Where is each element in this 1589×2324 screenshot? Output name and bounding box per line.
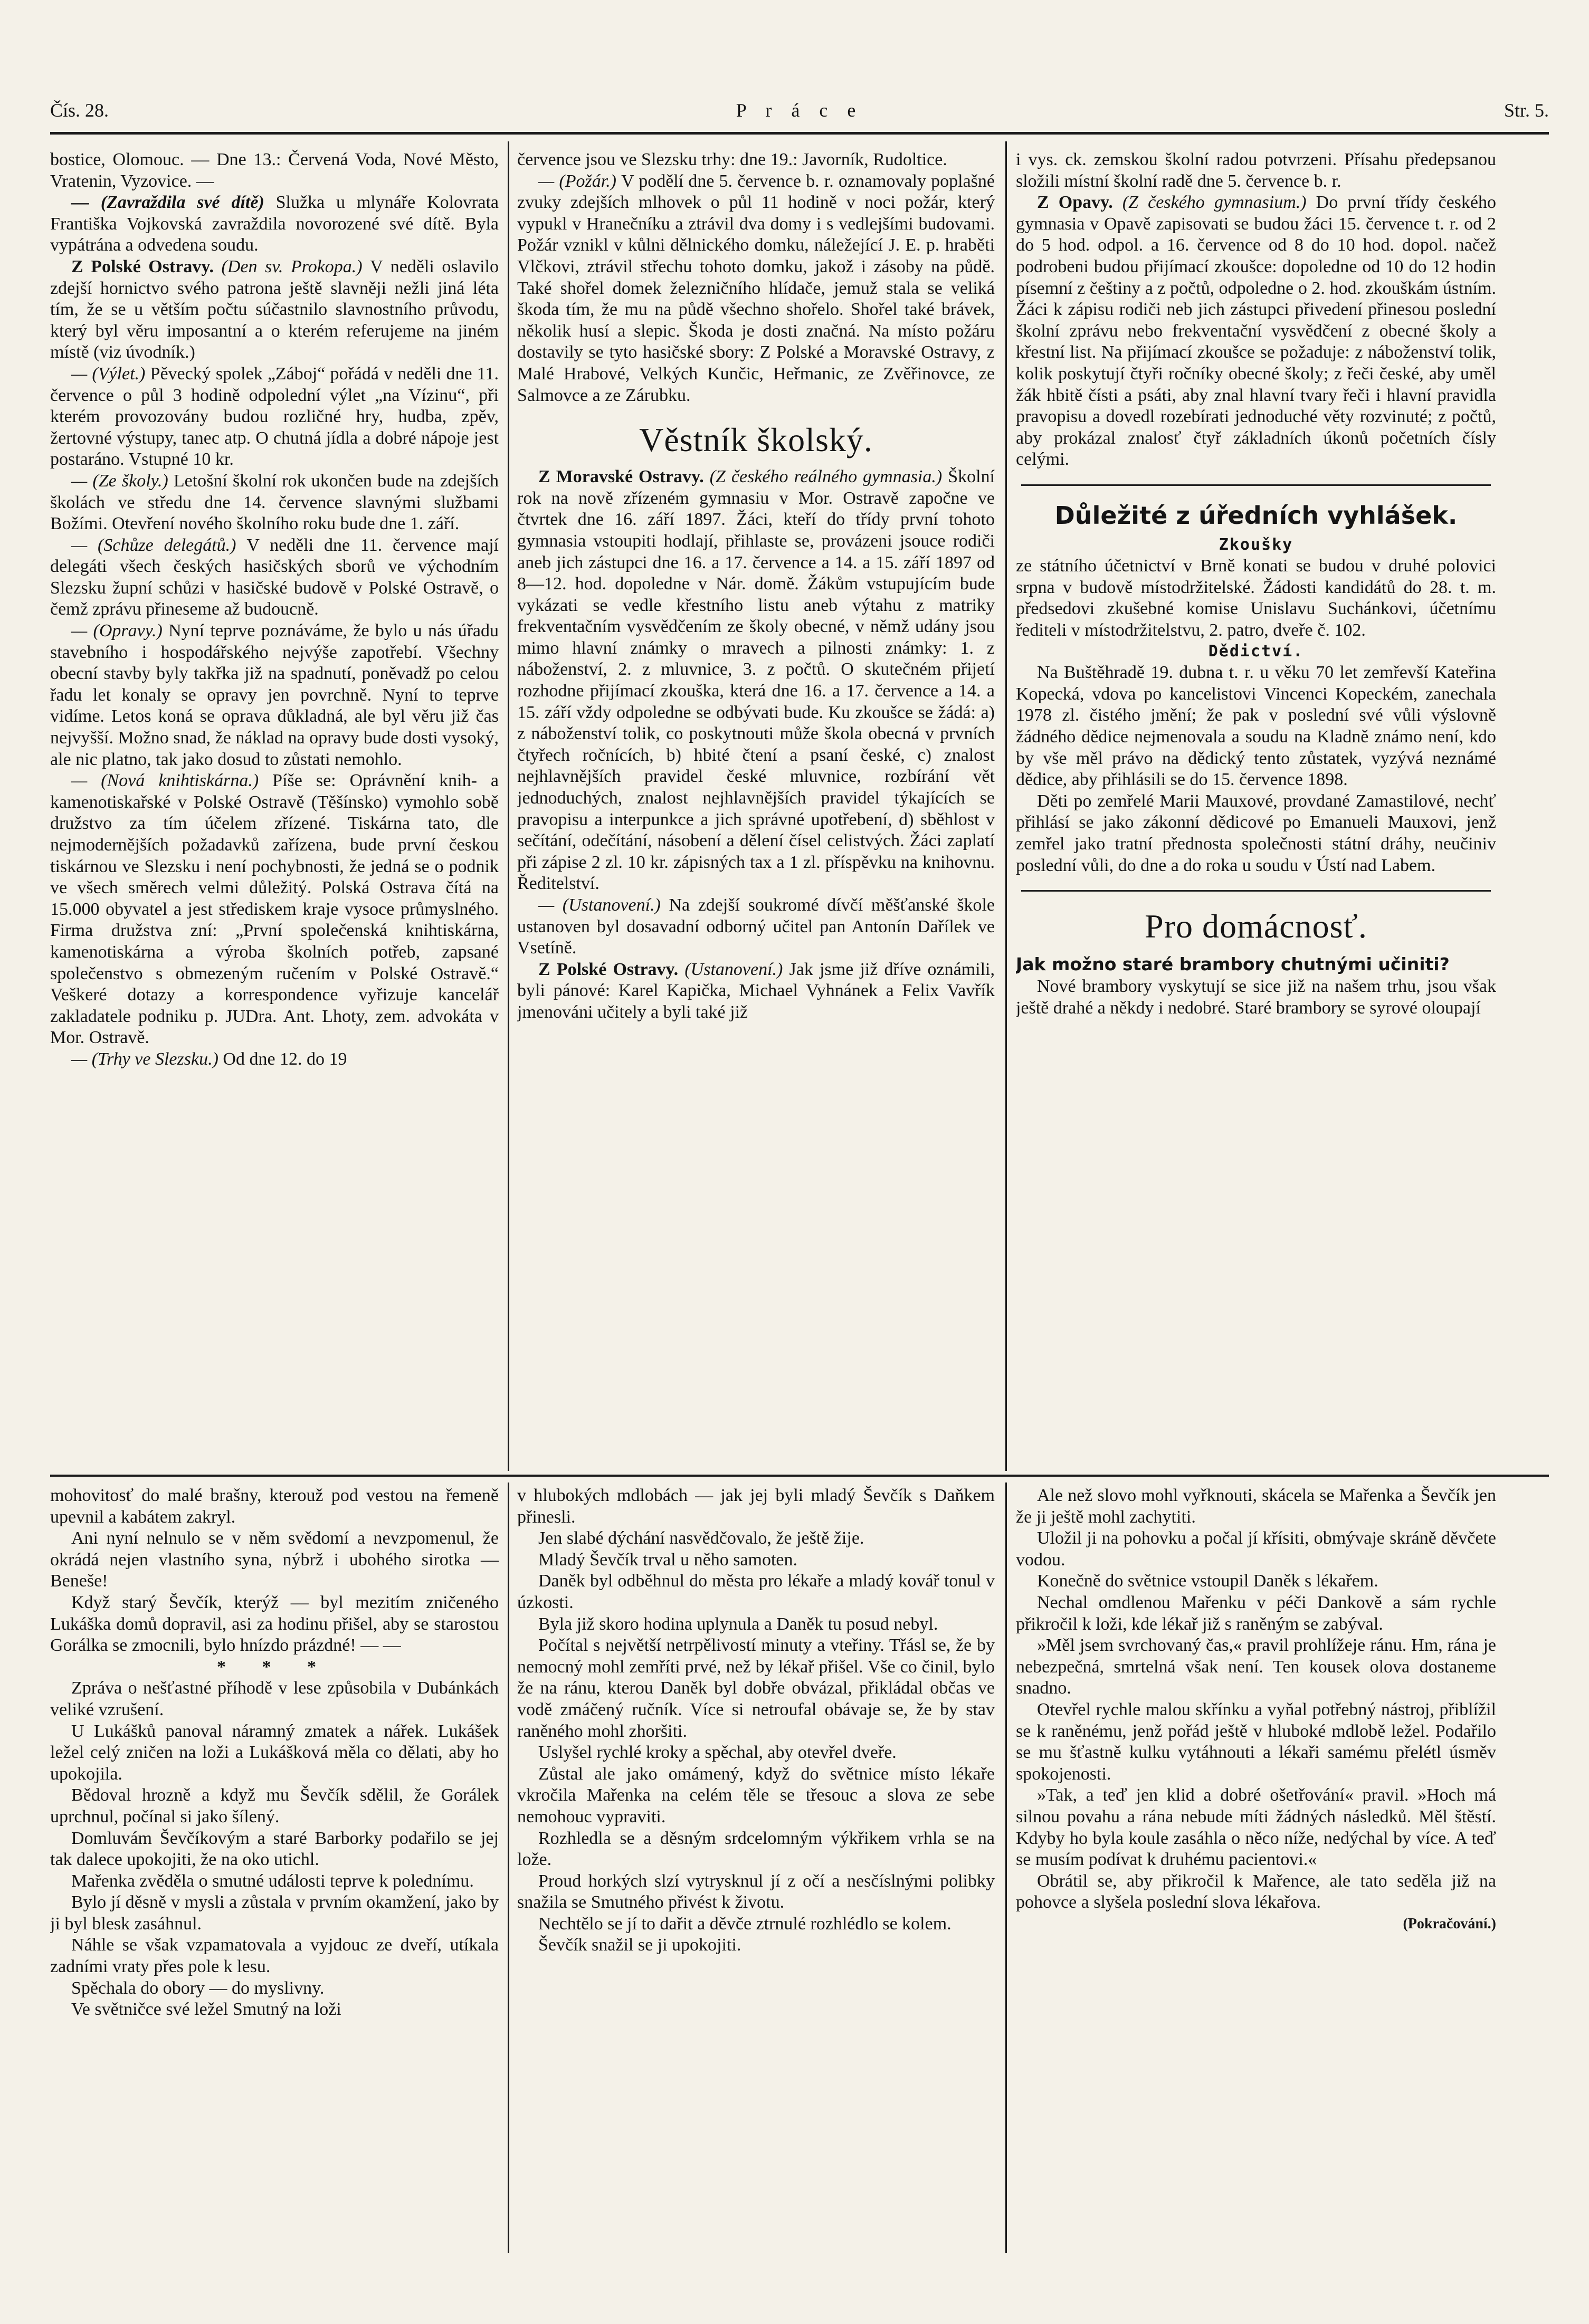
article: — (Nová knihtiskárna.) Píše se: Oprávnění knih- a kamenotiskařské v Polské Ostravě (Těšínsko) vymohlo sobě družstvo za tím účelem zřízené. Tiskárna tato, dle nejmodernějších požadavků zařízena, bude první českou tiskárnou ve Slezsku i není pochybnosti, že jedná se o podnik ve všech směrech velmi důležitý. Polská Ostrava čítá na 15.000 obyvatel a jest střediskem kraje vysoce průmyslného. Firma družstva zní: „První společenská knihtiskárna, kamenotiskárna a výroba školních potřeb, zapsané společenstvo s obmezeným ručením v Polské Ostravě.“ Veškeré dotazy a korrespondence vyřizuje kancelář zakladatele podniku p. JUDra. Ant. Lhoty, zem. advokáta v Mor. Ostravě.: [50, 771, 499, 1048]
story-text: »Měl jsem svrchovaný čas,« pravil prohlížeje ránu. Hm, rána je nebezpečná, smrtelná však není. Ten kousek olova dostaneme snadno.: [1016, 1636, 1496, 1698]
story-text: Konečně do světnice vstoupil Daněk s lékařem.: [1037, 1571, 1378, 1591]
article: — (Požár.) V podělí dne 5. července b. r. oznamovaly poplašné zvuky zdejších mlhovek o půl 11 hodině v noci požár, který vypukl v Hranečníku a ztrávil dva domy i s vedlejšími budovami. Požár vznikl v kůlni dělnického domku, náležející J. E. p. hraběti Vlčkovi, ztrávil střechu tohoto domku, jakož i zásoby na půdě. Také shořel domek železničního hlídače, jemuž stala se veliká škoda tím, že mu na půdě všechno shořelo. Shořel také brávek, několik husí a slepic. Škoda je dosti značná. Na místo požáru dostavily se tyto hasičské sbory: Z Polské a Moravské Ostravy, z Malé Hrabové, Velkých Kunčic, Heřmanic, ze Zvěřinovce, ze Salmovce a ze Zárubku.: [517, 171, 995, 405]
article: — (Zavraždila své dítě) Služka u mlynáře Kolovrata Františka Vojkovská zavraždila novorozené své dítě. Byla vypátrána a odvedena soudu.: [50, 193, 499, 255]
news-column-1: [50, 149, 499, 1468]
story-text: Jen slabé dýchání nasvědčovalo, že ještě žije.: [538, 1528, 864, 1548]
continued-note: (Pokračování.): [1403, 1915, 1496, 1932]
subheading-exams: Zkoušky: [1219, 535, 1293, 554]
section-title-notices: Důležité z úředních vyhlášek.: [1054, 501, 1458, 530]
story-text: »Tak, a teď jen klid a dobré ošetřování« pravil. »Hoch má silnou povahu a rána nebude míti žádných následků. Měl štěstí. Kdyby ho byla koule zasáhla o něco níže, nedýchal by více. A teď se musím podívat k druhému pacientovi.«: [1016, 1785, 1496, 1870]
story-text: Spěchala do obory — do myslivny.: [71, 1978, 325, 1998]
page-number: Str. 5.: [1504, 100, 1549, 121]
page-header: [50, 99, 1549, 136]
header-rule: [50, 132, 1549, 135]
article-text: Děti po zemřelé Marii Mauxové, provdané Zamastilové, nechť přihlásí se jako zákonní dědicové po Emanueli Mauxovi, jenž zemřel jako tratní přednosta společnosti státní dráhy, neučiniv poslední vůli, do dne a do roka u soudu v Ústí nad Labem.: [1016, 791, 1496, 875]
feuilleton-rule: [50, 1475, 1549, 1477]
story-text: Rozhledla se a děsným srdcelomným výkřikem vrhla se na lože.: [517, 1828, 995, 1870]
column-divider: [508, 1483, 509, 2253]
article: — (Trhy ve Slezsku.) Od dne 12. do 19: [71, 1049, 347, 1069]
article: — (Opravy.) Nyní teprve poznáváme, že bylo u nás úřadu stavebního i hospodářského nejvýše zapotřebí. Všechny obecní stavby byly takřka již na spadnutí, poněvadž po celou řadu let konaly se opravy jen povrchně. Nyní to teprve vidíme. Letos koná se oprava důkladná, ale byl věru již čas nejvyšší. Možno snad, že náklad na opravy bude dosti vysoký, ale nic platno, tak jako dosud to zůstati nemohlo.: [50, 621, 499, 769]
issue-number: Čís. 28.: [50, 100, 109, 121]
story-text: Mařenka zvěděla o smutné události teprve k polednímu.: [71, 1871, 474, 1891]
article-text: bostice, Olomouc. — Dne 13.: Červená Voda, Nové Město, Vratenin, Vyzovice. —: [50, 150, 499, 191]
story-text: Daněk byl odběhnul do města pro lékaře a mladý kovář tonul v úzkosti.: [517, 1571, 995, 1612]
article: Z Moravské Ostravy. (Z českého reálného gymnasia.) Školní rok na nově zřízeném gymnasiu v Mor. Ostravě započne ve čtvrtek dne 16. září 1897. Žáci, kteří do třídy první tohoto gymnasia vstoupiti hodlají, přihlaste se, provázeni jsouce rodiči aneb jich zástupci dne 16. a 17. července a 14. a 15. září 1897 od 8—12. hod. dopoledne v Nár. domě. Žákům vstupujícím bude vykázati se vedle křestního listu aneb výtahu z matriky frekventačním vysvědčením ze školy obecné, v němž udány jsou mimo hlavní známky o mravech a pilnosti známky: 1. z náboženství, 2. z mluvnice, 3. z počtů. O skutečném přijetí rozhodne přijímací zkouška, která dne 16. a 17. července a 14. a 15. září vždy odpoledne se odbývati bude. Ku zkoušce se žádá: a) z náboženství tolik, co poskytnouti může škola obecná v prvních čtyřech ročnících, b) hbité čtení a psaní české, c) znalost nejhlavnějších pravidel české mluvnice, rozbírání vět jednoduchých, znalost nejhlavnějších pravidel týkajících se pravopisu a interpunkce a jich správné upotřebení, d) sběhlost v sečítání, odečítání, násobení a dělení čísel celistvých. Žáci zaplatí při zápise 2 zl. 10 kr. zápisných tax a 1 zl. příspěvku na knihovnu. Ředitelství.: [517, 467, 995, 894]
story-text: Náhle se však vzpamatovala a vyjdouc ze dveří, utíkala zadními vraty přes pole k lesu.: [50, 1935, 499, 1977]
household-question: Jak možno staré brambory chutnými učiniti?: [1016, 954, 1450, 975]
article: — (Ze školy.) Letošní školní rok ukončen bude na zdejších školách ve středu dne 14. července slavnými službami Božími. Otevření nového školního roku bude dne 1. září.: [50, 471, 499, 534]
story-text: Otevřel rychle malou skřínku a vyňal potřebný nástroj, přiblížil se k raněnému, jenž pořád ještě v hluboké mdlobě ležel. Podařilo se mu šťastně kulku vytáhnouti a lékaři samému přelétl úsměv spokojenosti.: [1016, 1699, 1496, 1784]
article: Z Polské Ostravy. (Den sv. Prokopa.) V neděli oslavilo zdejší hornictvo svého patrona ještě slavněji nežli jiná léta tím, že se u větším počtu súčastnilo slavnostního průvodu, který byl věru imposantní a o kterém referujeme na jiném místě (viz úvodník.): [50, 256, 499, 362]
section-rule: [1021, 890, 1491, 892]
story-text: Nechtělo se jí to dařit a děvče ztrnulé rozhlédlo se kolem.: [538, 1914, 952, 1934]
story-text: Počítal s největší netrpělivostí minuty a vteřiny. Třásl se, že by nemocný mohl zemříti prvé, než by lékař přišel. Vše co činil, bylo že na ránu, kterou Daněk byl dobře obvázal, přikládal občas ve vodě zmáčený ručník. Více si netroufal obávaje se, že by stav raněného mohl zhoršiti.: [517, 1636, 995, 1741]
feuilleton-column-3: [1016, 1485, 1496, 2250]
story-text: Proud horkých slzí vytrysknul jí z očí a nesčíslnými polibky snažila se Smutného přivést k životu.: [517, 1871, 995, 1912]
story-text: v hlubokých mdlobách — jak jej byli mladý Ševčík s Daňkem přinesli.: [517, 1486, 995, 1527]
article-text: července jsou ve Slezsku trhy: dne 19.: Javorník, Rudoltice.: [517, 150, 947, 169]
masthead-title: P r á c e: [736, 100, 863, 121]
story-text: Domluvám Ševčíkovým a staré Barborky podařilo se jej tak dalece upokojiti, že na oko utichl.: [50, 1828, 499, 1870]
subheading-inheritance: Dědictví.: [1208, 642, 1304, 661]
section-title-household: Pro domácnosť.: [1145, 907, 1367, 945]
story-text: Byla již skoro hodina uplynula a Daněk tu posud nebyl.: [538, 1614, 938, 1634]
story-text: U Lukášků panoval náramný zmatek a nářek. Lukášek ležel celý zničen na loži a Lukášková měla co dělati, aby ho upokojila.: [50, 1721, 499, 1784]
story-text: Ani nyní nelnulo se v něm svědomí a nevzpomenul, že okrádá nejen vlastního syna, nýbrž i ubohého sirotka — Beneše!: [50, 1528, 499, 1591]
story-text: Když starý Ševčík, kterýž — byl mezitím zničeného Lukáška domů dopravil, asi za hodinu přišel, aby se starostou Gorálka se zmocnili, bylo hnízdo prázdné! — —: [50, 1592, 499, 1656]
story-text: Ševčík snažil se ji upokojiti.: [538, 1935, 741, 1955]
story-text: Mladý Ševčík trval u něho samoten.: [538, 1550, 798, 1570]
article-text: ze státního účetnictví v Brně konati se budou v druhé polovici srpna v budově místodržitelské. Žádosti kandidátů do 28. t. m. předsedovi zkušebné komise Unislavu Suchánkovi, účetnímu řediteli v místodržitelstvu, 2. patro, dveře č. 102.: [1016, 556, 1496, 640]
column-divider: [1005, 1483, 1007, 2253]
story-text: Uložil ji na pohovku a počal jí křísiti, obmývaje skráně děvčete vodou.: [1016, 1528, 1496, 1570]
article: — (Schůze delegátů.) V neděli dne 11. července mají delegáti všech českých hasičských sborů ve východním Slezsku župní schůzi v hasičské budově v Polské Ostravě, o čemž zprávu přineseme až budoucně.: [50, 535, 499, 619]
article-text: Na Buštěhradě 19. dubna t. r. u věku 70 let zemřevší Kateřina Kopecká, vdova po kancelistovi Vincenci Kopeckém, zanechala 1978 zl. čistého jmění; že pak v poslední své vůli výslovně žádného dědice nejmenovala a soudu na Kladně známo není, kdo by vše měl právo na dědický tento zůstatek, vyzývá neznámé dědice, aby přihlásili se do 15. července 1898.: [1016, 663, 1496, 790]
article: Z Polské Ostravy. (Ustanovení.) Jak jsme již dříve oznámili, byli pánové: Karel Kapička, Michael Vyhnánek a Felix Vavřík jmenováni učitely a byli také již: [517, 959, 995, 1022]
story-text: Zpráva o nešťastné příhodě v lese způsobila v Dubánkách veliké vzrušení.: [50, 1678, 499, 1719]
section-rule: [1021, 484, 1491, 486]
news-column-2: [517, 149, 995, 1468]
story-text: Bědoval hrozně a když mu Ševčík sdělil, že Gorálek uprchnul, počínal si jako šílený.: [50, 1785, 499, 1826]
article: Z Opavy. (Z českého gymnasium.) Do první třídy českého gymnasia v Opavě zapisovati se budou žáci 15. července t. r. od 2 do 5 hod. odpol. a 16. července od 8 do 10 hod. dopol. načež podrobeni budou přijímací zkoušce: dopoledne od 10 do 12 hodin písemní z češtiny a z počtů, odpoledne o 2. hod. zkouškám ústním. Žáci k zápisu rodiči neb jich zástupci přivedení přinesou poslední školní zprávu nebo frekventační vysvědčení z obecné školy a křestní list. Na přijímací zkoušce se požaduje: z náboženství tolik, kolik poskytují čtyři ročníky obecné školy; z řeči české, aby uměl žák hbitě čísti a psáti, aby znal hlavní tvary řeči i hlavní pravidla pravopisu a dovedl rozebírati jednoduché věty rozvinuté; z počtů, aby prokázal znalosť čtyř základních úkonů početních čísly celými.: [1016, 193, 1496, 470]
story-text: Bylo jí děsně v mysli a zůstala v prvním okamžení, jako by ji byl blesk zasáhnul.: [50, 1892, 499, 1934]
story-text: Zůstal ale jako omámený, když do světnice místo lékaře vkročila Mařenka na celém těle se třesouc a slova ze sebe nemohouc vypraviti.: [517, 1764, 995, 1826]
story-text: Ve světničce své ležel Smutný na loži: [71, 2000, 341, 2020]
article-text: Nové brambory vyskytují se sice již na našem trhu, jsou však ještě drahé a někdy i nedobré. Staré brambory se syrové oloupají: [1016, 977, 1496, 1018]
feuilleton-column-2: [517, 1485, 995, 2250]
column-divider: [1005, 141, 1007, 1471]
section-title-schools: Věstník školský.: [639, 421, 873, 459]
article: — (Výlet.) Pěvecký spolek „Záboj“ pořádá v neděli dne 11. července o půl 3 hodině odpolední výlet „na Vízinu“, při kterém provozovány budou rozličné hry, hudba, zpěv, žertovné výstupy, tanec atp. O chutná jídla a dobré nápoje jest postaráno. Vstupné 10 kr.: [50, 364, 499, 470]
section-break-stars: * * *: [217, 1657, 332, 1677]
story-text: mohovitosť do malé brašny, kterouž pod vestou na řemeně upevnil a kabátem zakryl.: [50, 1486, 499, 1527]
news-column-3: [1016, 149, 1496, 1468]
article: — (Ustanovení.) Na zdejší soukromé dívčí měšťanské škole ustanoven byl dosavadní odborný učitel pan Antonín Dařílek ve Vsetíně.: [517, 895, 995, 958]
story-text: Obrátil se, aby přikročil k Mařence, ale tato seděla již na pohovce a slyšela poslední slova lékařova.: [1016, 1871, 1496, 1912]
article-text: i vys. ck. zemskou školní radou potvrzeni. Přísahu předepsanou složili místní školní radě dne 5. července b. r.: [1016, 150, 1496, 191]
column-divider: [508, 141, 509, 1471]
feuilleton-column-1: [50, 1485, 499, 2250]
story-text: Nechal omdlenou Mařenku v péči Dankově a sám rychle přikročil k loži, kde lékař již s raněným se zabýval.: [1016, 1592, 1496, 1634]
story-text: Uslyšel rychlé kroky a spěchal, aby otevřel dveře.: [538, 1743, 897, 1763]
story-text: Ale než slovo mohl vyřknouti, skácela se Mařenka a Ševčík jen že ji ještě mohl zachytiti.: [1016, 1486, 1496, 1527]
